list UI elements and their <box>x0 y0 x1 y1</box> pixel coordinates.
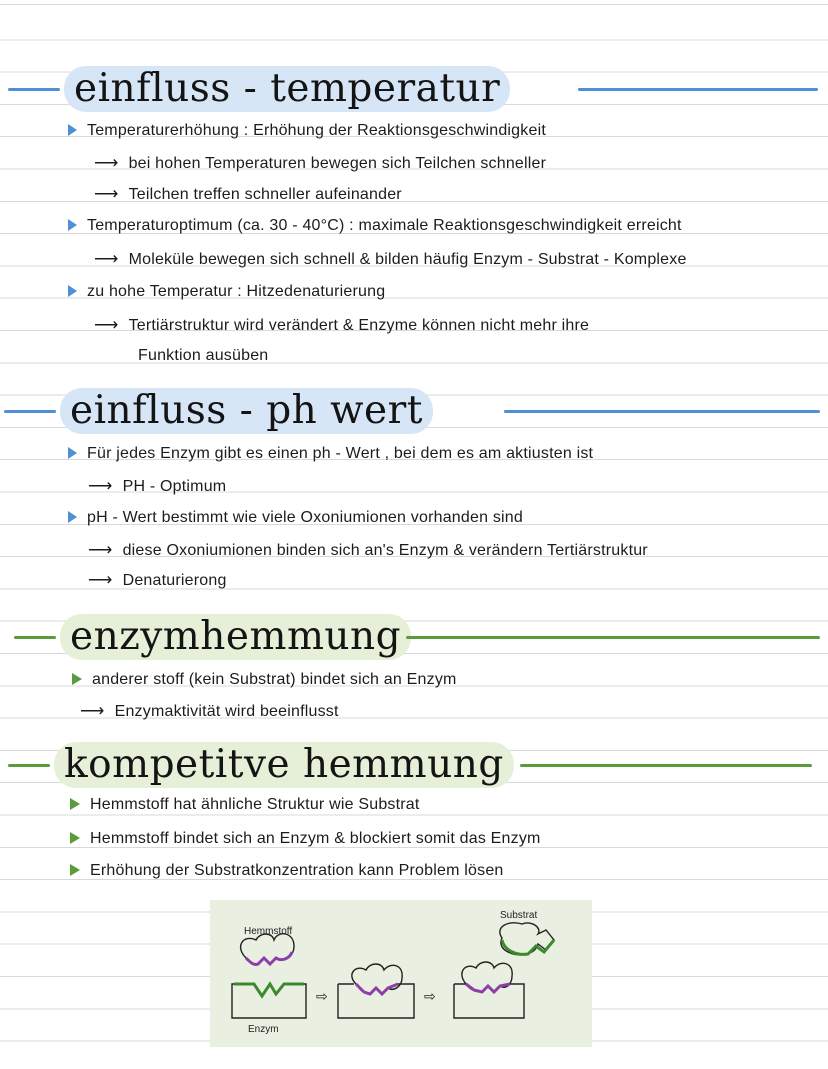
triangle-bullet-icon <box>68 447 77 459</box>
triangle-bullet-icon <box>68 124 77 136</box>
heading-rule-right <box>504 410 820 413</box>
heading-ph-wert: einfluss - ph wert <box>60 388 433 434</box>
note-line: Hemmstoff bindet sich an Enzym & blockiert somit das Enzym <box>70 826 541 852</box>
arrow-right-icon: ⟶ <box>94 249 119 268</box>
heading-rule-right <box>406 636 820 639</box>
step-arrow-icon: ⇨ <box>316 988 328 1004</box>
note-line: ⟶ Teilchen treffen schneller aufeinander <box>94 181 402 207</box>
triangle-bullet-icon <box>70 864 80 876</box>
note-line: Temperaturerhöhung : Erhöhung der Reaktionsgeschwindigkeit <box>68 118 546 144</box>
triangle-bullet-icon <box>70 798 80 810</box>
note-line: ⟶ Enzymaktivität wird beeinflusst <box>80 698 339 724</box>
heading-rule-right <box>520 764 812 767</box>
note-line: ⟶ Denaturierong <box>88 567 227 593</box>
heading-temperatur: einfluss - temperatur <box>64 66 510 112</box>
note-line: Temperaturoptimum (ca. 30 - 40°C) : maximale Reaktionsgeschwindigkeit erreicht <box>68 213 682 239</box>
note-line: pH - Wert bestimmt wie viele Oxoniumionen vorhanden sind <box>68 505 523 531</box>
note-line: ⟶ PH - Optimum <box>88 473 226 499</box>
arrow-right-icon: ⟶ <box>80 701 105 720</box>
triangle-bullet-icon <box>68 511 77 523</box>
arrow-right-icon: ⟶ <box>94 153 119 172</box>
step-arrow-icon: ⇨ <box>424 988 436 1004</box>
note-line: ⟶ Tertiärstruktur wird verändert & Enzyme können nicht mehr ihre <box>94 312 589 338</box>
note-line: Erhöhung der Substratkonzentration kann Problem lösen <box>70 858 504 884</box>
section-kompetitive-hemmung <box>0 742 828 792</box>
section-temperatur <box>0 66 828 116</box>
arrow-right-icon: ⟶ <box>88 570 113 589</box>
enzyme-inhibitor-complex <box>338 964 414 1018</box>
note-line: ⟶ Moleküle bewegen sich schnell & bilden häufig Enzym - Substrat - Komplexe <box>94 246 687 272</box>
triangle-bullet-icon <box>68 285 77 297</box>
arrow-right-icon: ⟶ <box>88 540 113 559</box>
note-line: ⟶ diese Oxoniumionen binden sich an's Enzym & verändern Tertiärstruktur <box>88 537 648 563</box>
heading-rule-left <box>8 88 60 91</box>
section-enzymhemmung <box>0 614 828 664</box>
note-line: ⟶ bei hohen Temperaturen bewegen sich Teilchen schneller <box>94 150 546 176</box>
section-ph-wert <box>0 388 828 438</box>
triangle-bullet-icon <box>72 673 82 685</box>
triangle-bullet-icon <box>68 219 77 231</box>
enzyme-free <box>232 984 306 1018</box>
label-substrat: Substrat <box>500 910 538 921</box>
heading-rule-left <box>4 410 56 413</box>
inhibition-diagram <box>210 900 592 1047</box>
inhibitor-molecule <box>241 934 294 965</box>
heading-rule-right <box>578 88 818 91</box>
arrow-right-icon: ⟶ <box>94 184 119 203</box>
note-line: Funktion ausüben <box>138 347 269 364</box>
triangle-bullet-icon <box>70 832 80 844</box>
note-line: Für jedes Enzym gibt es einen ph - Wert , bei dem es am aktiusten ist <box>68 441 593 467</box>
arrow-right-icon: ⟶ <box>88 476 113 495</box>
heading-rule-left <box>14 636 56 639</box>
enzyme-inhibitor-complex-2 <box>454 962 524 1018</box>
substrate-molecule <box>500 923 554 955</box>
heading-kompetitive-hemmung: kompetitve hemmung <box>54 742 514 788</box>
label-hemmstoff: Hemmstoff <box>244 926 293 937</box>
arrow-right-icon: ⟶ <box>94 315 119 334</box>
heading-rule-left <box>8 764 50 767</box>
heading-enzymhemmung: enzymhemmung <box>60 614 411 660</box>
note-line: Hemmstoff hat ähnliche Struktur wie Substrat <box>70 792 420 818</box>
note-line: anderer stoff (kein Substrat) bindet sich an Enzym <box>72 667 457 693</box>
label-enzym: Enzym <box>248 1024 279 1035</box>
note-line: zu hohe Temperatur : Hitzedenaturierung <box>68 279 385 305</box>
